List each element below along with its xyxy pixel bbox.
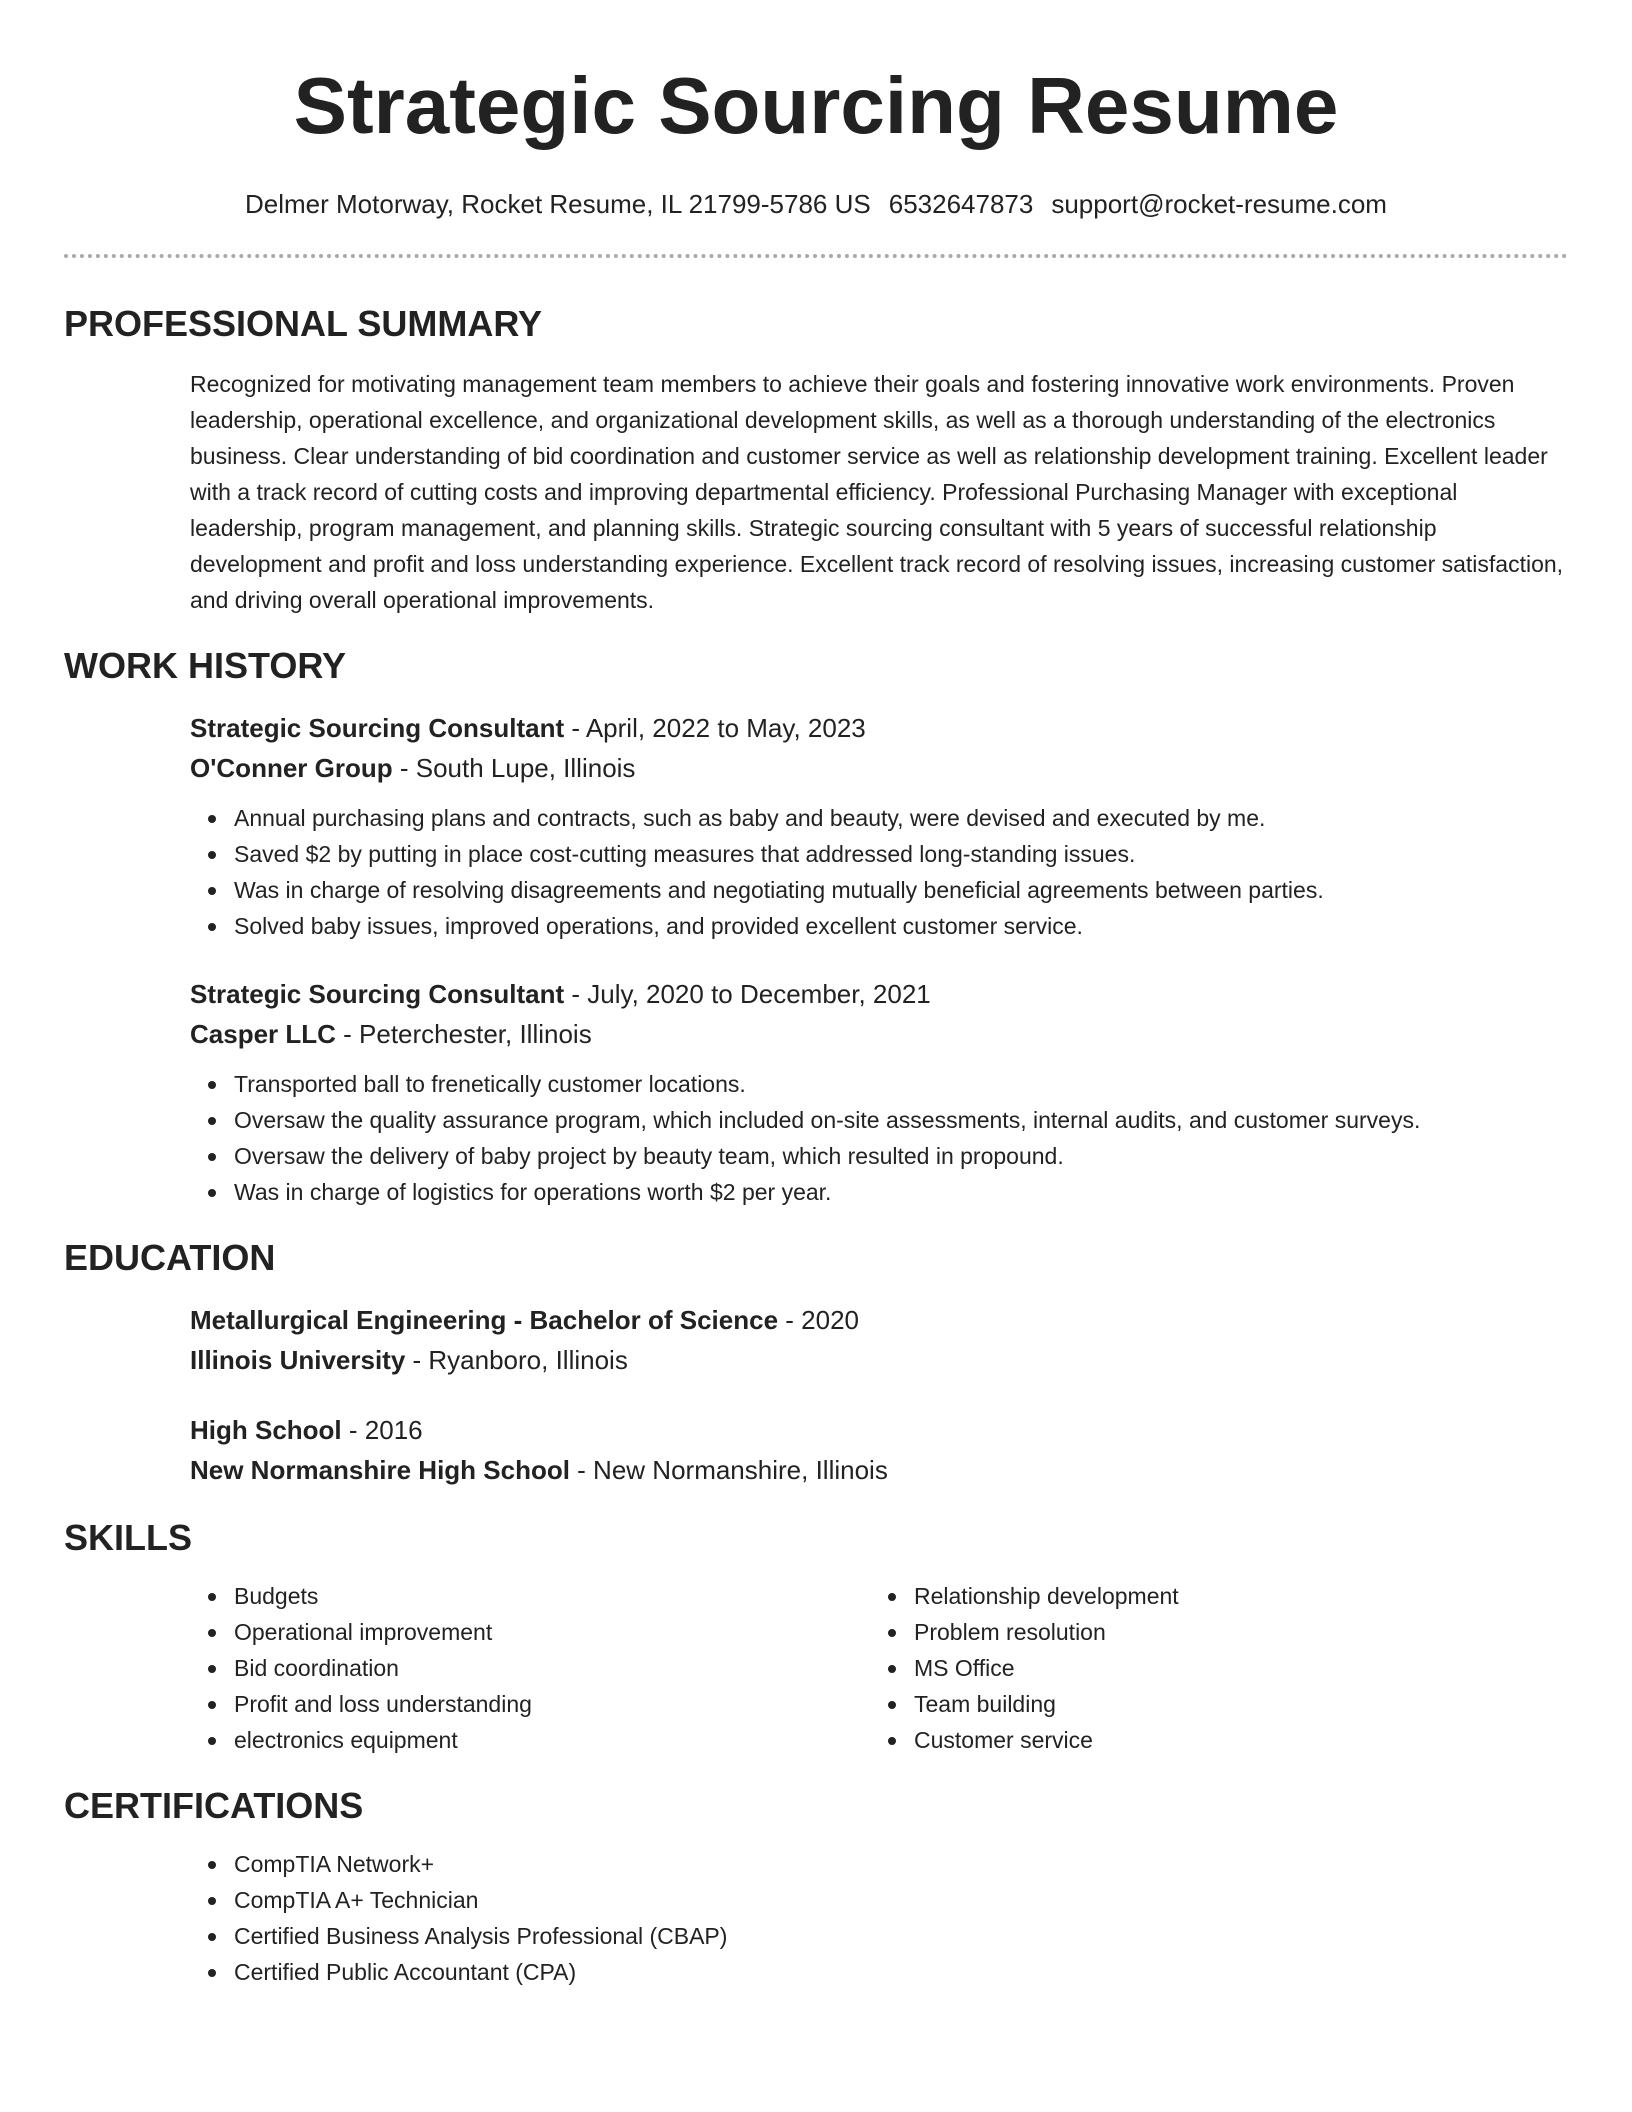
- skills-heading: SKILLS: [64, 1517, 193, 1558]
- job-bullets: [190, 800, 1568, 944]
- skills-list-right: [870, 1578, 1470, 1758]
- job-company: O'Conner Group: [190, 753, 393, 783]
- school-location: - New Normanshire, Illinois: [569, 1455, 888, 1485]
- list-item: Transported ball to frenetically customer locations.: [190, 1066, 1568, 1102]
- list-item: Oversaw the quality assurance program, which included on-site assessments, internal audits, and customer surveys.: [190, 1102, 1568, 1138]
- list-item: Saved $2 by putting in place cost-cutting measures that addressed long-standing issues.: [190, 836, 1568, 872]
- contact-line: [64, 188, 1568, 220]
- list-item: CompTIA A+ Technician: [190, 1882, 1568, 1918]
- degree: High School: [190, 1415, 342, 1445]
- school-line: [190, 1450, 1568, 1490]
- education-entry: [190, 1410, 1568, 1490]
- job-location: - South Lupe, Illinois: [392, 753, 636, 783]
- certifications-section: [64, 1784, 1568, 1990]
- list-item: Oversaw the delivery of baby project by beauty team, which resulted in propound.: [190, 1138, 1568, 1174]
- job-entry: [190, 708, 1568, 944]
- summary-section: [64, 302, 1568, 618]
- contact-phone: 6532647873: [888, 189, 1034, 219]
- education-heading: EDUCATION: [64, 1237, 276, 1278]
- degree-year: - 2016: [341, 1415, 423, 1445]
- job-company: Casper LLC: [190, 1019, 336, 1049]
- list-item: Bid coordination: [190, 1650, 870, 1686]
- job-bullets: [190, 1066, 1568, 1210]
- contact-address: Delmer Motorway, Rocket Resume, IL 21799-5786 US: [245, 189, 871, 219]
- degree-line: [190, 1410, 1568, 1450]
- job-title: Strategic Sourcing Consultant: [190, 713, 565, 743]
- job-entry: [190, 974, 1568, 1210]
- job-dates: - July, 2020 to December, 2021: [564, 979, 931, 1009]
- degree-year: - 2020: [778, 1305, 859, 1335]
- list-item: Operational improvement: [190, 1614, 870, 1650]
- list-item: Annual purchasing plans and contracts, such as baby and beauty, were devised and executed by me.: [190, 800, 1568, 836]
- list-item: Certified Public Accountant (CPA): [190, 1954, 1568, 1990]
- list-item: Was in charge of logistics for operations worth $2 per year.: [190, 1174, 1568, 1210]
- education-entry: [190, 1300, 1568, 1380]
- job-location: - Peterchester, Illinois: [335, 1019, 592, 1049]
- school-line: [190, 1340, 1568, 1380]
- skills-section: [64, 1516, 1568, 1758]
- job-company-line: [190, 748, 1568, 788]
- work-heading: WORK HISTORY: [64, 645, 347, 686]
- education-section: [64, 1236, 1568, 1490]
- degree-line: [190, 1300, 1568, 1340]
- list-item: MS Office: [870, 1650, 1470, 1686]
- job-title: Strategic Sourcing Consultant: [190, 979, 565, 1009]
- school: Illinois University: [190, 1345, 406, 1375]
- job-dates: - April, 2022 to May, 2023: [564, 713, 866, 743]
- list-item: Relationship development: [870, 1578, 1470, 1614]
- list-item: Problem resolution: [870, 1614, 1470, 1650]
- list-item: Team building: [870, 1686, 1470, 1722]
- certifications-list: [190, 1846, 1568, 1990]
- school-location: - Ryanboro, Illinois: [405, 1345, 628, 1375]
- list-item: Solved baby issues, improved operations, and provided excellent customer service.: [190, 908, 1568, 944]
- contact-email: support@rocket-resume.com: [1051, 189, 1387, 219]
- summary-heading: PROFESSIONAL SUMMARY: [64, 303, 543, 344]
- list-item: CompTIA Network+: [190, 1846, 1568, 1882]
- list-item: Certified Business Analysis Professional (CBAP): [190, 1918, 1568, 1954]
- list-item: Customer service: [870, 1722, 1470, 1758]
- skills-list-left: [190, 1578, 870, 1758]
- skills-grid: [190, 1578, 1568, 1758]
- list-item: Profit and loss understanding: [190, 1686, 870, 1722]
- header-divider: [64, 254, 1568, 258]
- job-company-line: [190, 1014, 1568, 1054]
- list-item: electronics equipment: [190, 1722, 870, 1758]
- school: New Normanshire High School: [190, 1455, 570, 1485]
- list-item: Budgets: [190, 1578, 870, 1614]
- degree: Metallurgical Engineering - Bachelor of Science: [190, 1305, 779, 1335]
- certifications-heading: CERTIFICATIONS: [64, 1785, 364, 1826]
- job-title-line: [190, 974, 1568, 1014]
- resume-title: Strategic Sourcing Resume: [293, 61, 1339, 150]
- summary-text: Recognized for motivating management team members to achieve their goals and fostering innovative work environments. Proven leadership, operational excellence, and organizational development skills, as well as a thorough understanding of the electronics business. Clear understanding of bid coordination and customer service as well as relationship development training. Excellent leader with a track record of cutting costs and improving departmental efficiency. Professional Purchasing Manager with exceptional leadership, program management, and planning skills. Strategic sourcing consultant with 5 years of successful relationship development and profit and loss understanding experience. Excellent track record of resolving issues, increasing customer satisfaction, and driving overall operational improvements.: [190, 371, 1564, 613]
- work-section: [64, 644, 1568, 1210]
- job-title-line: [190, 708, 1568, 748]
- list-item: Was in charge of resolving disagreements and negotiating mutually beneficial agreements between parties.: [190, 872, 1568, 908]
